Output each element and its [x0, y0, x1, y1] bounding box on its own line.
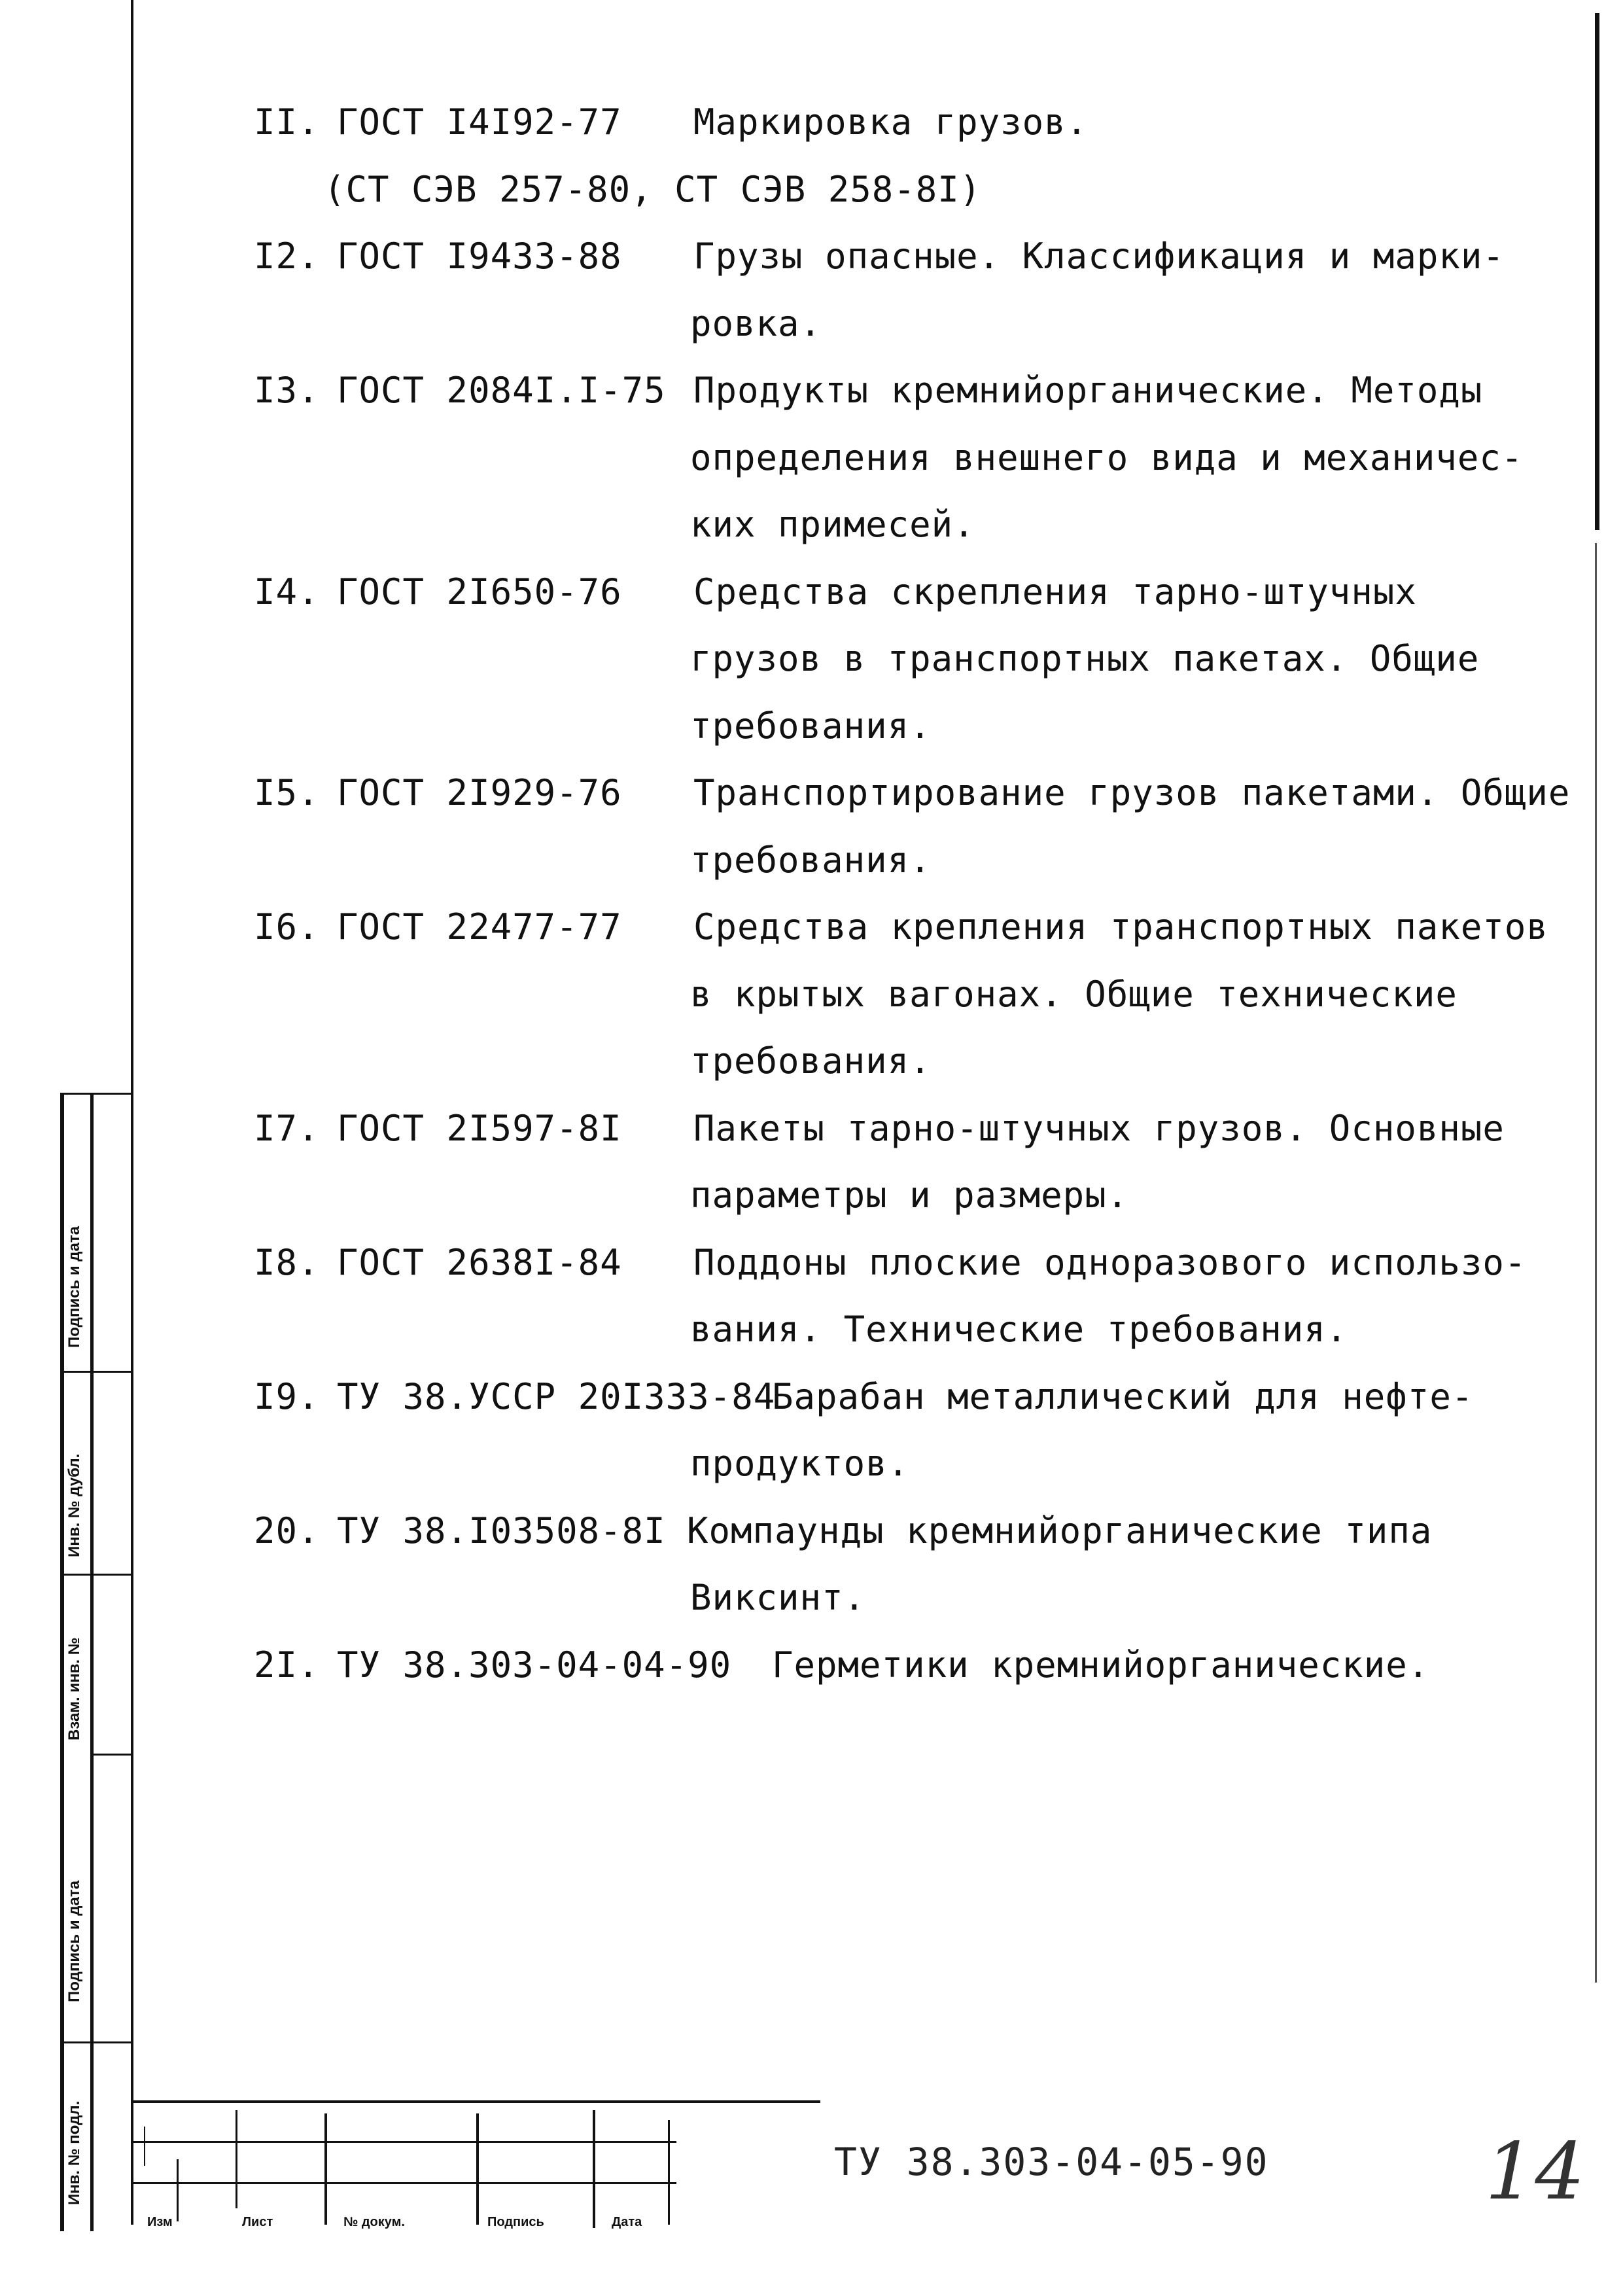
footer-col-line: [668, 2120, 670, 2225]
entry-description-line: в крытых вагонах. Общие технические: [690, 973, 1457, 1015]
entry-description-line: грузов в транспортных пакетах. Общие: [690, 638, 1480, 679]
entry-number: I3.: [254, 370, 320, 411]
entry-description-line: параметры и размеры.: [690, 1174, 1129, 1216]
entry-number: 20.: [254, 1510, 320, 1551]
stamp-divider: [92, 1754, 131, 1756]
footer-column-label: Дата: [612, 2215, 642, 2229]
entry-number: I2.: [254, 236, 320, 277]
entry-description-line: Барабан металлический для нефте-: [772, 1375, 1474, 1417]
footer-col-line: [324, 2113, 327, 2225]
entry-description-line: Продукты кремнийорганические. Методы: [693, 370, 1483, 411]
footer-col-line: [593, 2110, 595, 2228]
left-border: [131, 0, 133, 2225]
footer-column-label: № докум.: [343, 2215, 405, 2229]
entry-number: II.: [254, 101, 320, 143]
entry-description-line: требования.: [690, 705, 932, 747]
entry-description-line: Герметики кремнийорганические.: [772, 1644, 1430, 1686]
entry-description-line: вания. Технические требования.: [690, 1309, 1348, 1350]
entry-note: (СТ СЭВ 257-80, СТ СЭВ 258-8I): [324, 168, 982, 210]
footer-column-label: Изм: [147, 2215, 173, 2229]
side-stamp-label: Взам. инв. №: [65, 1637, 83, 1740]
right-border-lower: [1595, 543, 1597, 1983]
entry-description-line: требования.: [690, 1040, 932, 1082]
entry-description-line: Поддоны плоские одноразового использо-: [693, 1241, 1527, 1283]
entry-code: ГОСТ 2I650-76: [337, 571, 622, 612]
stamp-divider: [60, 1371, 132, 1373]
entry-description-line: Компаунды кремнийорганические типа: [687, 1510, 1433, 1551]
entry-code: ТУ 38.303-04-04-90: [337, 1644, 732, 1686]
footer-col-line: [476, 2113, 479, 2225]
entry-code: ТУ 38.УССР 20I333-84: [337, 1375, 776, 1417]
entry-number: 2I.: [254, 1644, 320, 1686]
stamp-divider: [60, 1093, 132, 1095]
entry-code: ГОСТ I9433-88: [337, 236, 622, 277]
entry-code: ГОСТ I4I92-77: [337, 101, 622, 143]
entry-number: I9.: [254, 1375, 320, 1417]
entry-description-line: определения внешнего вида и механичес-: [690, 436, 1524, 478]
footer-column-label: Лист: [242, 2215, 273, 2229]
side-stamp-label: Подпись и дата: [65, 1226, 83, 1348]
side-stamp-label: Подпись и дата: [65, 1881, 83, 2002]
entry-number: I6.: [254, 906, 320, 947]
entry-description-line: Средства крепления транспортных пакетов: [693, 906, 1548, 947]
footer-col-line: [236, 2110, 237, 2208]
entry-description-line: Грузы опасные. Классификация и марки-: [693, 236, 1505, 277]
entry-description-line: требования.: [690, 839, 932, 881]
right-border: [1595, 13, 1599, 530]
stamp-outer-line: [60, 1093, 64, 2231]
entry-number: I5.: [254, 772, 320, 813]
stamp-divider: [60, 1574, 132, 1576]
document-code: ТУ 38.303-04-05-90: [834, 2140, 1269, 2184]
footer-col-line: [177, 2159, 179, 2221]
footer-col-line: [144, 2127, 145, 2166]
entry-description-line: Средства скрепления тарно-штучных: [693, 571, 1417, 612]
entry-code: ТУ 38.I03508-8I: [337, 1510, 666, 1551]
footer-column-label: Подпись: [487, 2215, 544, 2229]
entry-description-line: ких примесей.: [690, 504, 975, 545]
entry-description-line: ровка.: [690, 302, 822, 344]
entry-description-line: Транспортирование грузов пакетами. Общие: [693, 772, 1571, 813]
stamp-divider: [60, 2041, 132, 2043]
entry-description-line: продуктов.: [690, 1443, 910, 1484]
page-number: 14: [1485, 2127, 1585, 2217]
entry-code: ГОСТ 2I597-8I: [337, 1107, 622, 1149]
entry-code: ГОСТ 22477-77: [337, 906, 622, 947]
entry-number: I8.: [254, 1241, 320, 1283]
entry-description-line: Виксинт.: [690, 1577, 866, 1618]
side-stamp-label: Инв. № дубл.: [65, 1453, 83, 1557]
entry-number: I4.: [254, 571, 320, 612]
stamp-inner-line: [90, 1093, 94, 2231]
footer-top-line: [133, 2100, 820, 2103]
side-stamp-label: Инв. № подл.: [65, 2100, 83, 2205]
entry-code: ГОСТ 2084I.I-75: [337, 370, 666, 411]
entry-description-line: Пакеты тарно-штучных грузов. Основные: [693, 1107, 1505, 1149]
entry-code: ГОСТ 2638I-84: [337, 1241, 622, 1283]
entry-code: ГОСТ 2I929-76: [337, 772, 622, 813]
entry-description-line: Маркировка грузов.: [693, 101, 1089, 143]
entry-number: I7.: [254, 1107, 320, 1149]
